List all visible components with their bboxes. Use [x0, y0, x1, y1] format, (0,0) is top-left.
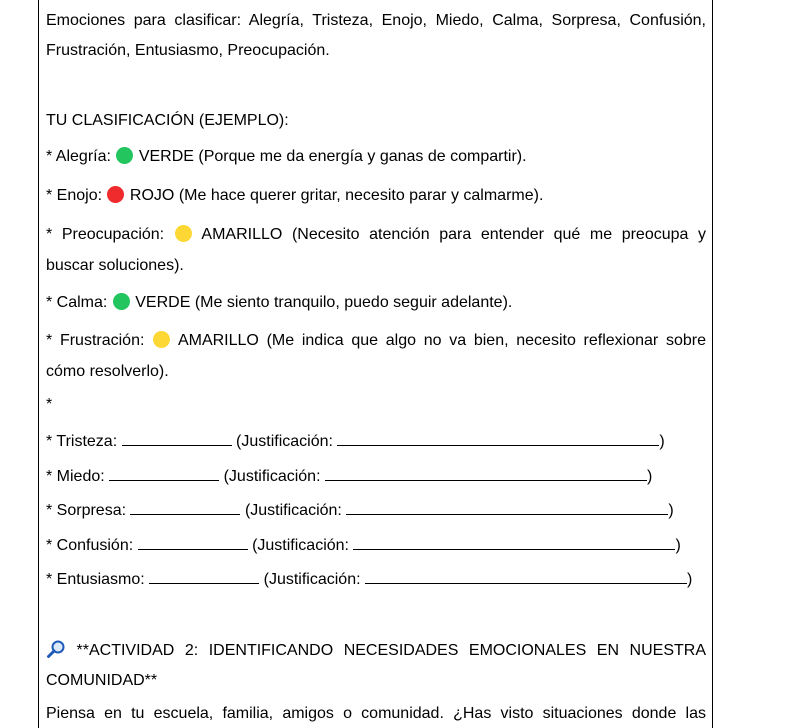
yellow-dot-icon [153, 331, 170, 348]
example-frustracion-line-1: * Frustración: AMARILLO (Me indica que algo no va bien, necesito reflexionar sobre [46, 332, 706, 349]
green-dot-icon [116, 147, 133, 164]
fill-in-entusiasmo: * Entusiasmo: (Justificación: ) [46, 571, 693, 588]
green-dot-icon [113, 293, 130, 310]
justification-blank[interactable] [325, 466, 647, 481]
intro-line-1: Emociones para clasificar: Alegría, Tristeza, Enojo, Miedo, Calma, Sorpresa, Confusión, [46, 12, 706, 29]
empty-bullet: * [46, 396, 53, 413]
classification-heading: TU CLASIFICACIÓN (EJEMPLO): [46, 112, 289, 129]
emotion-color-blank[interactable] [149, 569, 259, 584]
emotion-color-blank[interactable] [130, 500, 240, 515]
next-paragraph: Piensa en tu escuela, familia, amigos o comunidad. ¿Has visto situaciones donde las [46, 705, 706, 722]
red-dot-icon [107, 186, 124, 203]
activity-2-heading-line-2: COMUNIDAD** [46, 672, 158, 689]
intro-line-2: Frustración, Entusiasmo, Preocupación. [46, 42, 330, 59]
magnifying-glass-icon [46, 640, 66, 658]
fill-in-miedo: * Miedo: (Justificación: ) [46, 468, 653, 485]
emotion-color-blank[interactable] [122, 431, 232, 446]
emotion-color-blank[interactable] [109, 466, 219, 481]
justification-blank[interactable] [365, 569, 687, 584]
example-frustracion-line-2: cómo resolverlo). [46, 363, 169, 380]
fill-in-sorpresa: * Sorpresa: (Justificación: ) [46, 502, 674, 519]
example-preocupacion-line-2: buscar soluciones). [46, 257, 184, 274]
activity-2-heading-line-1: **ACTIVIDAD 2: IDENTIFICANDO NECESIDADES EMOCIONALES EN NUESTRA [46, 640, 706, 660]
yellow-dot-icon [175, 225, 192, 242]
justification-blank[interactable] [346, 500, 668, 515]
example-alegria: * Alegría: VERDE (Porque me da energía y ganas de compartir). [46, 148, 527, 165]
example-enojo: * Enojo: ROJO (Me hace querer gritar, necesito parar y calmarme). [46, 187, 544, 204]
justification-blank[interactable] [353, 535, 675, 550]
example-preocupacion-line-1: * Preocupación: AMARILLO (Necesito atención para entender qué me preocupa y [46, 226, 707, 243]
fill-in-tristeza: * Tristeza: (Justificación: ) [46, 433, 665, 450]
fill-in-confusion: * Confusión: (Justificación: ) [46, 537, 681, 554]
justification-blank[interactable] [337, 431, 659, 446]
emotion-color-blank[interactable] [138, 535, 248, 550]
example-calma: * Calma: VERDE (Me siento tranquilo, puedo seguir adelante). [46, 294, 513, 311]
